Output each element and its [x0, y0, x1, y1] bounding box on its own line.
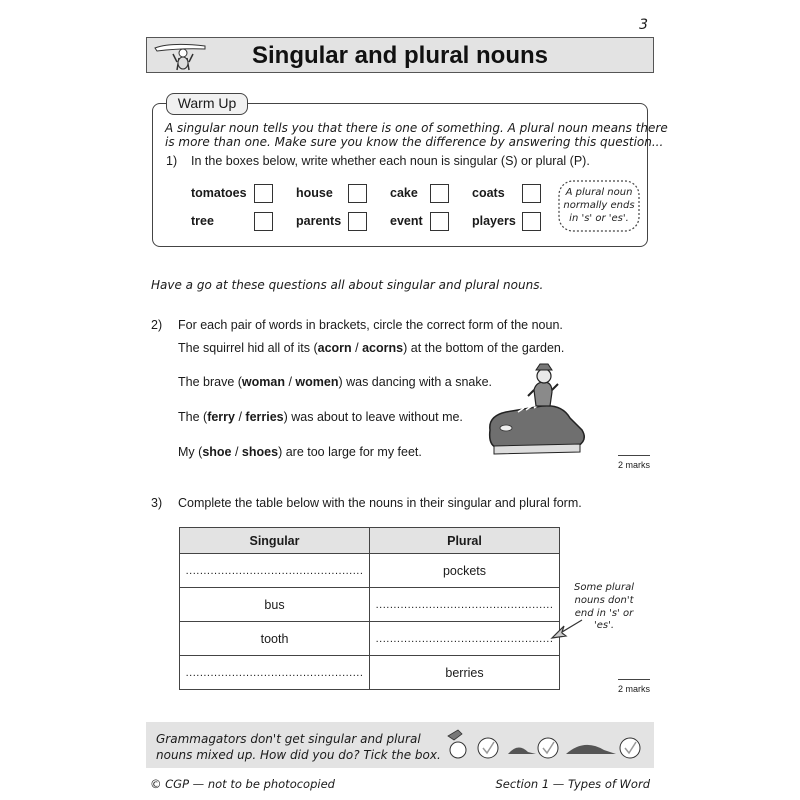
side-note-line-2: nouns don't: [574, 595, 634, 606]
question-3-number: 3): [151, 496, 163, 510]
sentence-text: The squirrel hid all of its (: [178, 341, 318, 355]
answer-line-plural[interactable]: ..................................................: [370, 622, 560, 656]
table-cell: pockets: [370, 554, 560, 588]
choice-shoe[interactable]: shoe: [202, 445, 232, 459]
answer-box-coats[interactable]: [522, 184, 541, 203]
question-3-prompt: Complete the table below with the nouns in their singular and plural form.: [178, 496, 582, 510]
header-singular: Singular: [180, 528, 370, 554]
section-label: Section 1 — Types of Word: [495, 777, 650, 791]
sentence-shoe: [178, 445, 422, 459]
sentence-ferry: [178, 410, 463, 424]
marks-label-q2: 2 marks: [618, 460, 651, 470]
word-tree: tree: [191, 214, 214, 228]
footer-text: [156, 731, 441, 763]
table-row: [180, 622, 560, 656]
tick-boxes-icon: [444, 726, 648, 764]
question-2-number: 2): [151, 318, 163, 332]
noun-table: [179, 527, 560, 690]
choice-shoes[interactable]: shoes: [241, 445, 279, 459]
choice-ferry[interactable]: ferry: [207, 410, 235, 424]
table-cell: berries: [370, 656, 560, 690]
answer-box-players[interactable]: [522, 212, 541, 231]
sentence-acorn: [178, 341, 564, 355]
answer-box-tomatoes[interactable]: [254, 184, 273, 203]
sentence-text: My (: [178, 445, 203, 459]
footer-line-1: Grammagators don't get singular and plural: [156, 732, 421, 746]
choice-acorns[interactable]: acorns: [362, 341, 404, 355]
answer-box-house[interactable]: [348, 184, 367, 203]
sentence-text: The brave (: [178, 375, 242, 389]
separator: /: [284, 375, 296, 389]
side-note-line-3: end in 's' or 'es'.: [574, 608, 634, 631]
choice-women[interactable]: women: [295, 375, 339, 389]
warm-up-intro-line-2: is more than one. Make sure you know the difference by answering this question...: [165, 135, 664, 149]
warm-up-tab: Warm Up: [166, 93, 248, 115]
choice-acorn[interactable]: acorn: [317, 341, 352, 355]
table-row: [180, 656, 560, 690]
page-title: Singular and plural nouns: [251, 42, 548, 69]
sentence-text: ) are too large for my feet.: [278, 445, 422, 459]
tip-line-2: normally ends: [563, 200, 635, 211]
word-parents: parents: [296, 214, 342, 228]
answer-line-singular[interactable]: ..................................................: [180, 656, 370, 690]
answer-box-tree[interactable]: [254, 212, 273, 231]
page-number: 3: [639, 17, 648, 33]
instruction-text: Have a go at these questions all about singular and plural nouns.: [151, 278, 544, 292]
arrow-icon: [550, 618, 586, 642]
table-cell: tooth: [180, 622, 370, 656]
word-event: event: [390, 214, 423, 228]
question-1-number: 1): [166, 154, 178, 168]
word-players: players: [472, 214, 516, 228]
side-note-line-1: Some plural: [573, 582, 635, 593]
word-coats: coats: [472, 186, 505, 200]
table-row: [180, 588, 560, 622]
question-1-prompt: In the boxes below, write whether each noun is singular (S) or plural (P).: [191, 154, 590, 168]
tip-line-1: A plural noun: [565, 187, 633, 198]
choice-ferries[interactable]: ferries: [245, 410, 284, 424]
marks-line-q3: [618, 679, 650, 680]
footer-line-2: nouns mixed up. How did you do? Tick the box.: [156, 748, 441, 762]
man-on-shoe-illustration-icon: [484, 360, 590, 458]
separator: /: [231, 445, 242, 459]
sentence-text: The (: [178, 410, 208, 424]
marks-label-q3: 2 marks: [618, 684, 651, 694]
sentence-text: ) at the bottom of the garden.: [403, 341, 565, 355]
answer-line-singular[interactable]: ..................................................: [180, 554, 370, 588]
word-tomatoes: tomatoes: [191, 186, 247, 200]
copyright-text: © CGP — not to be photocopied: [150, 777, 335, 791]
footer-bar: [146, 722, 654, 768]
word-house: house: [296, 186, 333, 200]
title-bar: [146, 37, 654, 73]
separator: /: [351, 341, 363, 355]
sentence-text: ) was dancing with a snake.: [338, 375, 493, 389]
table-cell: bus: [180, 588, 370, 622]
answer-line-plural[interactable]: ..................................................: [370, 588, 560, 622]
tip-line-3: in 's' or 'es'.: [569, 213, 629, 224]
answer-box-cake[interactable]: [430, 184, 449, 203]
table-row: [180, 554, 560, 588]
answer-box-parents[interactable]: [348, 212, 367, 231]
sentence-woman: [178, 375, 492, 389]
warm-up-intro-line-1: A singular noun tells you that there is one of something. A plural noun means there: [165, 121, 668, 135]
table-header-row: [180, 528, 560, 554]
marks-line-q2: [618, 455, 650, 456]
sentence-text: ) was about to leave without me.: [283, 410, 463, 424]
separator: /: [234, 410, 246, 424]
choice-woman[interactable]: woman: [241, 375, 285, 389]
question-2-prompt: For each pair of words in brackets, circle the correct form of the noun.: [178, 318, 563, 332]
answer-box-event[interactable]: [430, 212, 449, 231]
header-plural: Plural: [370, 528, 560, 554]
word-cake: cake: [390, 186, 418, 200]
